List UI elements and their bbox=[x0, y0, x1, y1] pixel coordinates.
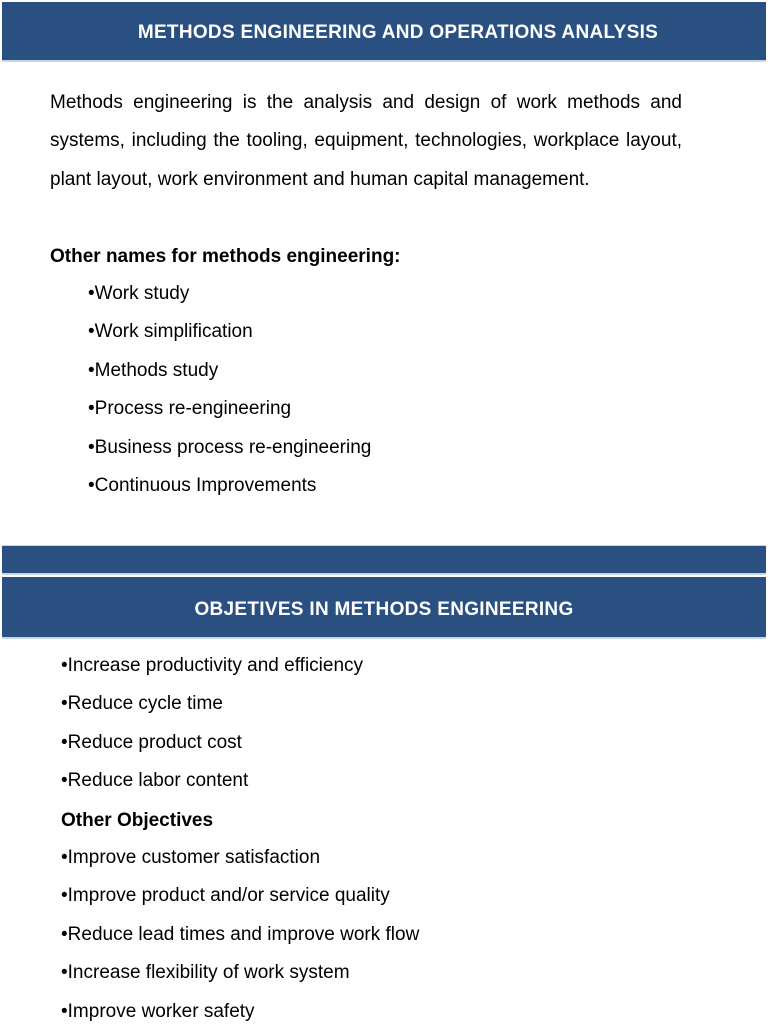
other-names-heading: Other names for methods engineering: bbox=[50, 246, 401, 267]
header-strip bbox=[2, 545, 766, 575]
list-item: •Improve worker safety bbox=[61, 1000, 255, 1022]
list-item: •Methods study bbox=[88, 359, 219, 381]
list-item: •Reduce cycle time bbox=[61, 693, 223, 715]
list-item: •Reduce lead times and improve work flow bbox=[61, 923, 420, 945]
list-item: •Increase productivity and efficiency bbox=[61, 655, 364, 676]
other-names-list bbox=[88, 275, 371, 505]
title-banner bbox=[2, 2, 766, 62]
list-item: •Process re-engineering bbox=[88, 398, 292, 420]
slide-title: OBJETIVES IN METHODS ENGINEERING bbox=[194, 599, 574, 620]
list-item: •Increase flexibility of work system bbox=[61, 962, 350, 984]
list-item: •Reduce labor content bbox=[61, 770, 249, 792]
other-objectives-heading: Other Objectives bbox=[61, 810, 214, 831]
list-item: •Improve product and/or service quality bbox=[61, 885, 390, 907]
list-item: •Work simplification bbox=[88, 321, 253, 343]
list-item: •Continuous Improvements bbox=[88, 474, 317, 496]
other-objectives-list bbox=[61, 839, 419, 1031]
title-banner bbox=[2, 577, 766, 639]
slide-objectives bbox=[0, 545, 768, 1024]
list-item: •Reduce product cost bbox=[61, 731, 242, 753]
list-item: •Work study bbox=[88, 283, 190, 304]
definition-paragraph: Methods engineering is the analysis and design of work methods and systems, including the tooling, equipment, technologies, workplace layout, plant layout, work environment and human capital management. bbox=[50, 92, 682, 190]
slide-title: METHODS ENGINEERING AND OPERATIONS ANALYSIS bbox=[137, 22, 659, 43]
list-item: •Improve customer satisfaction bbox=[61, 847, 321, 868]
objectives-list bbox=[61, 647, 363, 801]
list-item: •Business process re-engineering bbox=[88, 436, 372, 458]
